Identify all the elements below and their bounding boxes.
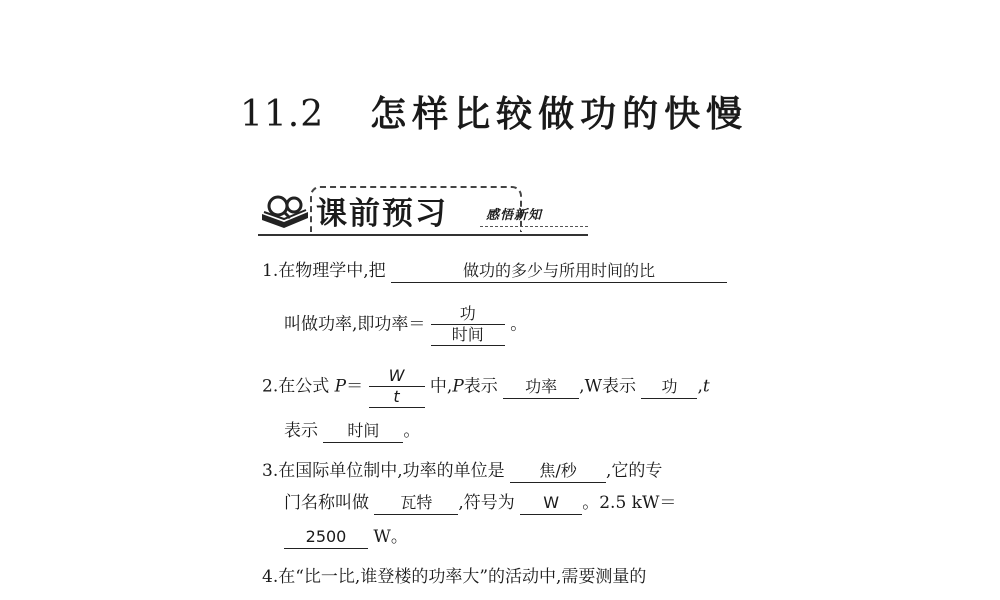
q4-text: 4.在“比一比,谁登楼的功率大”的活动中,需要测量的	[262, 567, 647, 587]
q3-text2: 门名称叫做	[284, 493, 369, 513]
q1-fraction	[431, 304, 505, 346]
q2-line2	[284, 416, 420, 446]
q2-end: 。	[403, 421, 421, 441]
q1-line1	[262, 256, 727, 286]
q2-mid1: 中,	[429, 376, 453, 397]
q1-line2	[284, 304, 528, 344]
q3-end: W。	[373, 527, 408, 547]
q1-text: 1.在物理学中,把	[262, 261, 386, 281]
q3-line3	[284, 522, 408, 552]
section-number: 11.2	[240, 94, 325, 135]
q2-line1	[262, 366, 710, 406]
q3-blank-name: 瓦特	[374, 492, 458, 515]
q2-mid3: ,	[697, 376, 703, 397]
q3-line2	[284, 488, 676, 518]
q3-mid2: ,符号为	[458, 493, 515, 513]
q3-mid1: ,它的专	[606, 461, 663, 481]
q3-blank-symbol: W	[520, 492, 582, 515]
banner-subtitle: 感悟新知	[486, 208, 543, 223]
page-title	[240, 86, 748, 137]
q2-eq: ＝	[346, 376, 364, 397]
q3-mid3: 。2.5 kW＝	[582, 493, 677, 513]
q4-line1	[262, 562, 646, 592]
q2-var-p: P	[334, 376, 347, 397]
q2-blank-work: 功	[641, 376, 697, 399]
q1-frac-numerator: 功	[431, 304, 505, 325]
q2-mid1c: 表示	[463, 376, 498, 397]
q1-frac-denominator: 时间	[451, 325, 484, 344]
q2-frac-numerator: W	[369, 366, 425, 387]
q2-var-p2: P	[452, 376, 464, 397]
q2-mid2: ,W表示	[579, 376, 637, 397]
q3-blank-value: 2500	[284, 526, 368, 549]
q2-text: 2.在公式	[262, 376, 330, 397]
q3-line1	[262, 456, 662, 486]
q2-blank-time: 时间	[323, 420, 403, 443]
banner-rule	[258, 234, 588, 236]
q2-var-t: t	[702, 376, 710, 397]
q2-frac-denominator: t	[393, 387, 400, 406]
q1-end: 。	[510, 314, 528, 335]
q2-fraction	[369, 366, 425, 408]
q3-blank-unit: 焦/秒	[510, 460, 606, 483]
q2-text2: 表示	[284, 421, 318, 441]
q2-blank-power: 功率	[503, 376, 579, 399]
q3-text: 3.在国际单位制中,功率的单位是	[262, 461, 505, 481]
book-magnifier-icon	[258, 192, 314, 232]
q1-text2: 叫做功率,即功率＝	[284, 314, 426, 335]
section-name: 怎样比较做功的快慢	[370, 93, 749, 135]
banner-title: 课前预习	[316, 196, 448, 232]
banner-dash-rule	[480, 226, 588, 227]
section-banner	[258, 186, 588, 240]
q1-answer-blank: 做功的多少与所用时间的比	[391, 260, 727, 283]
